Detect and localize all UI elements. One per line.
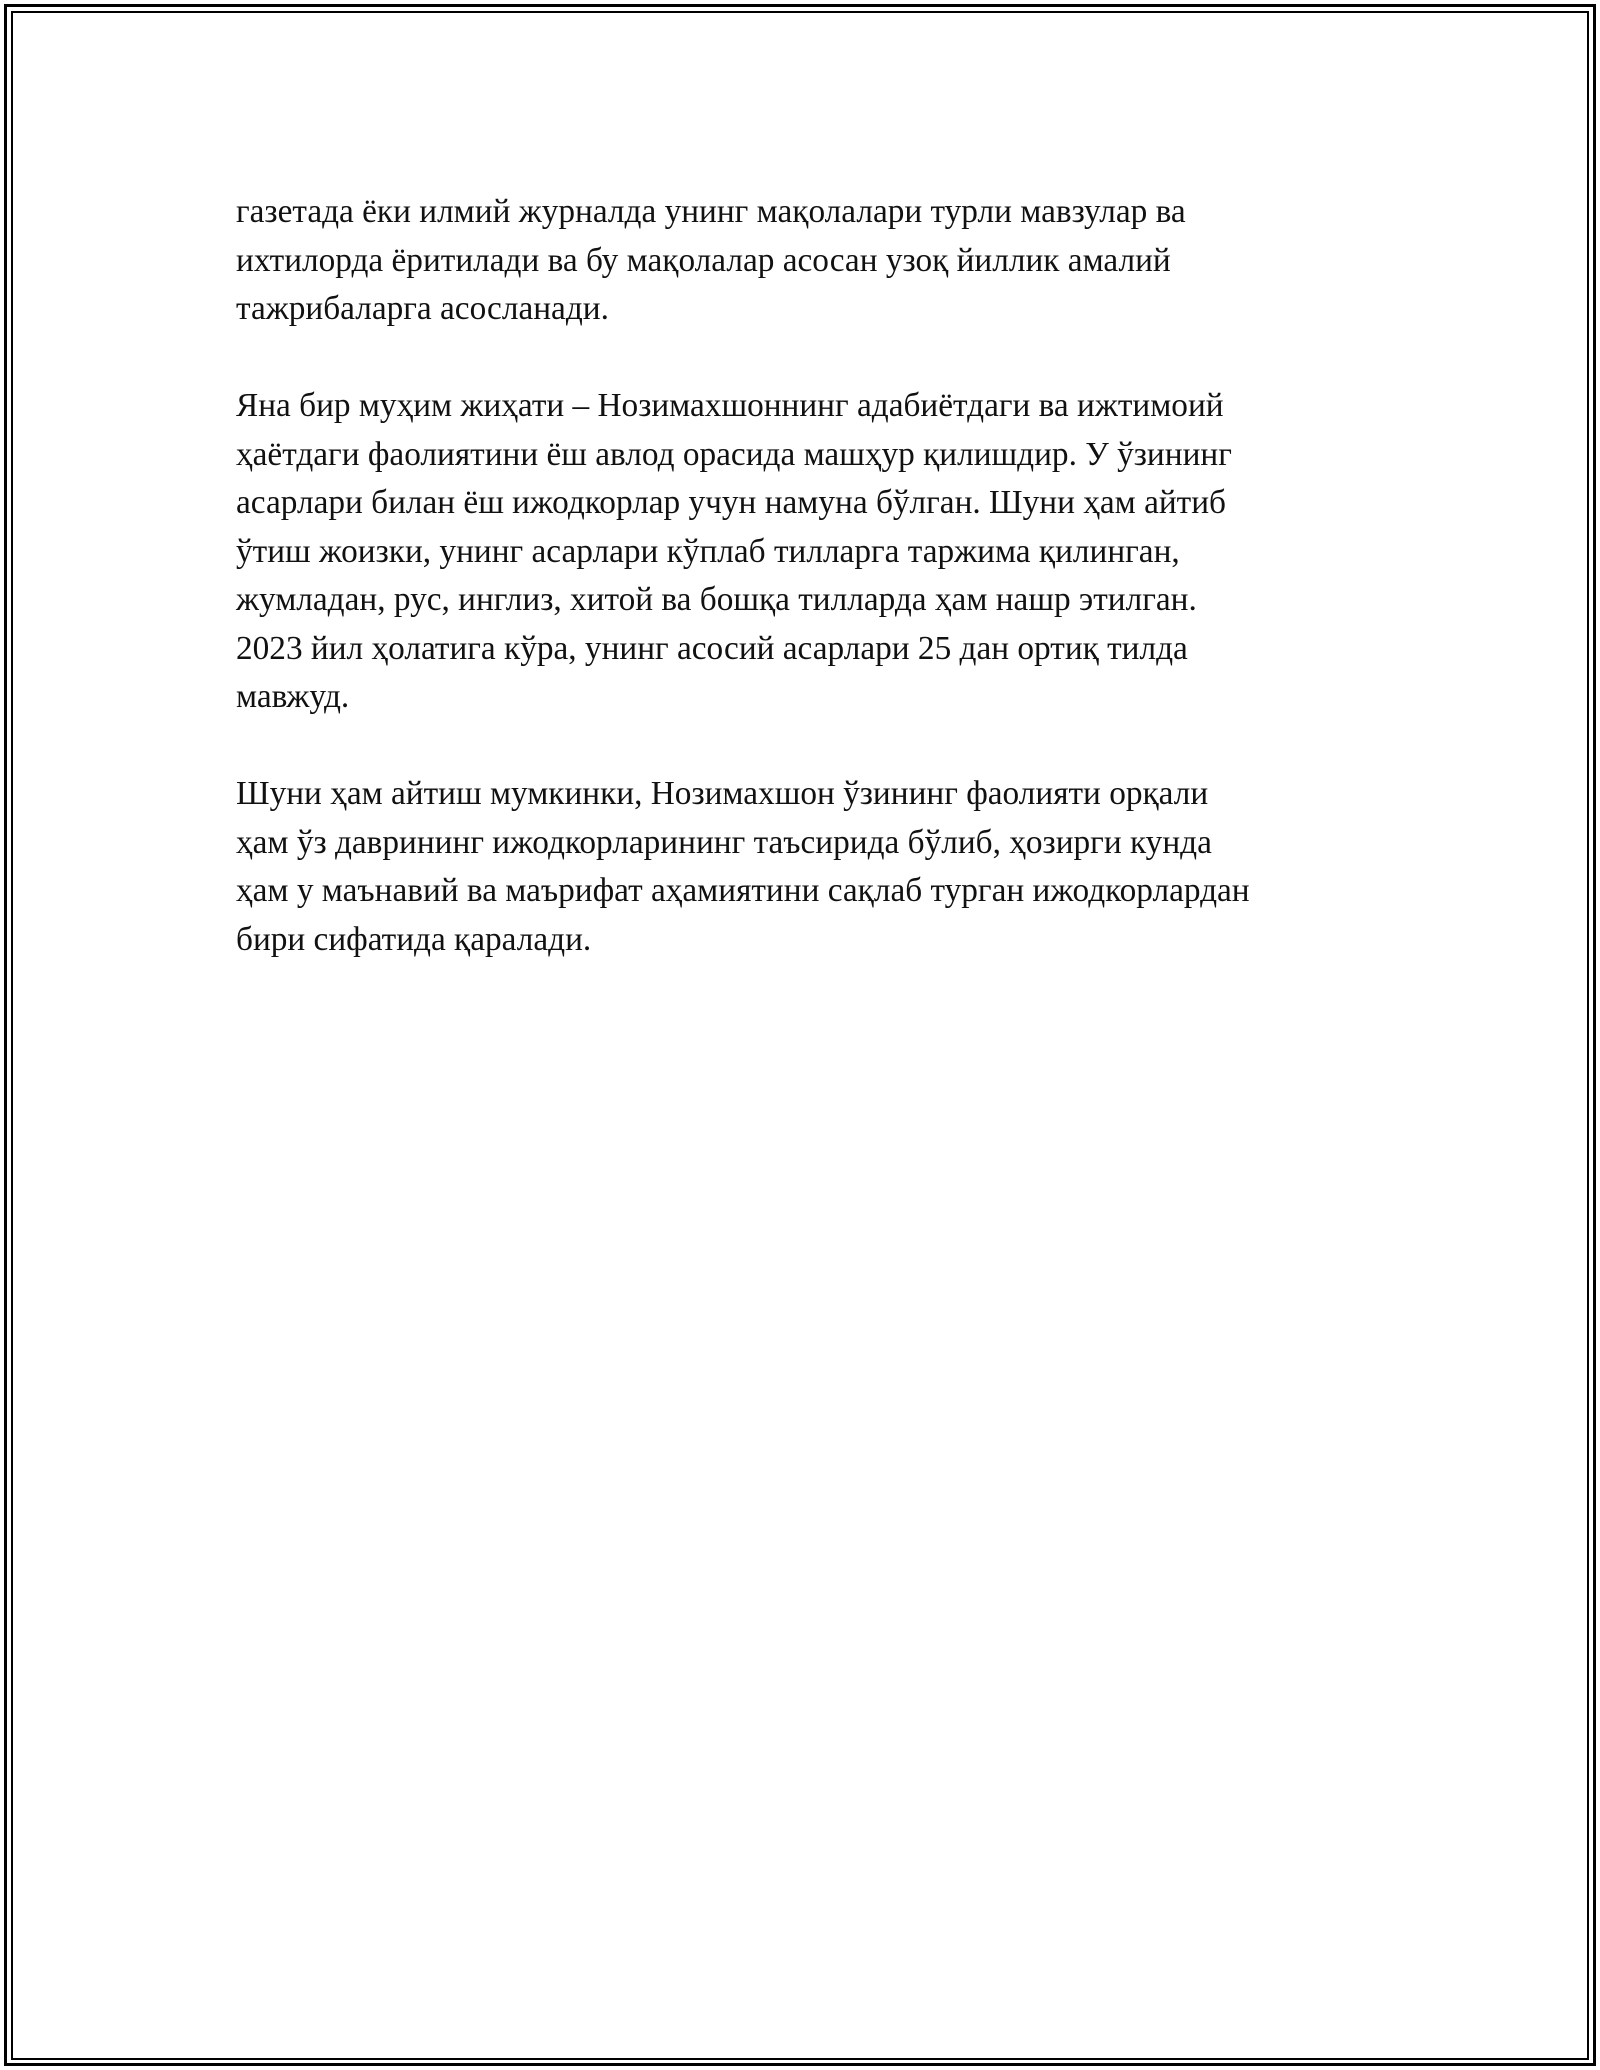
document-body: [236, 188, 1396, 1013]
paragraph-1: газетада ёки илмий журналда унинг мақолалари турли мавзулар ва ихтилорда ёритилади ва бу мақолалар асосан узоқ йиллик амалий тажрибаларга асосланади.: [236, 193, 1186, 327]
paragraph-2: Яна бир муҳим жиҳати – Нозимахшоннинг адабиётдаги ва ижтимоий ҳаётдаги фаолиятини ёш авлод орасида машҳур қилишдир. У ўзининг асарлари билан ёш ижодкорлар учун намуна бўлган. Шуни ҳам айтиб ўтиш жоизки, унинг асарлари кўплаб тилларга таржима қилинган, жумладан, рус, инглиз, хитой ва бошқа тилларда ҳам нашр этилган. 2023 йил ҳолатига кўра, унинг асосий асарлари 25 дан ортиқ тилда мавжуд.: [236, 387, 1232, 715]
paragraph-3: Шуни ҳам айтиш мумкинки, Нозимахшон ўзининг фаолияти орқали ҳам ўз даврининг ижодкорларининг таъсирида бўлиб, ҳозирги кунда ҳам у маънавий ва маърифат аҳамиятини сақлаб турган ижодкорлардан бири сифатида қаралади.: [236, 775, 1250, 958]
